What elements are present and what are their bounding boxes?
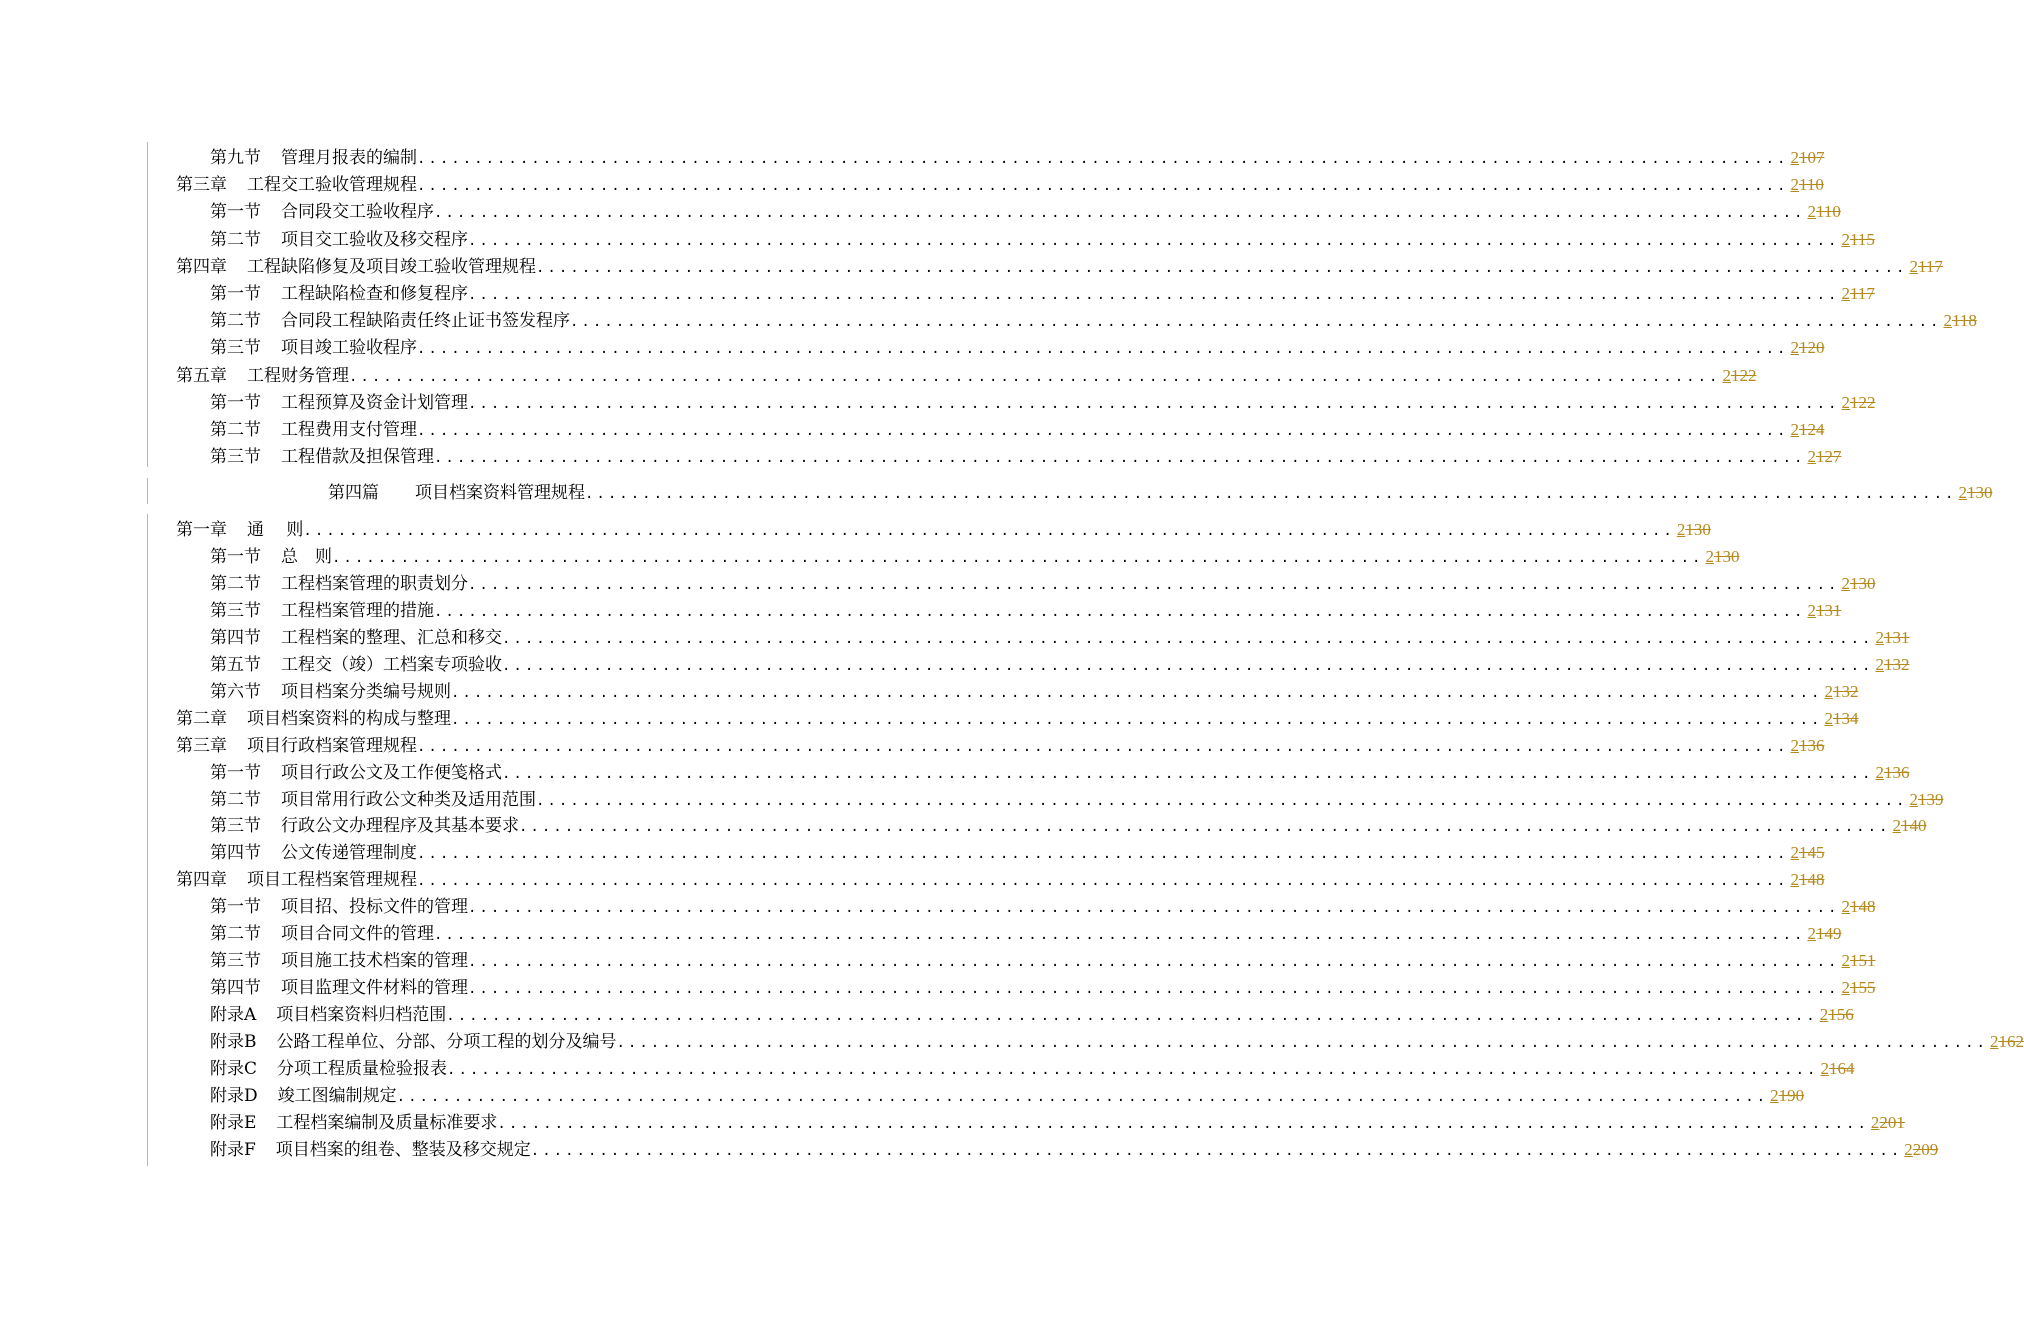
page-number-deleted: 164 (1828, 1059, 1855, 1078)
page-number-deleted: 130 (1685, 520, 1711, 539)
toc-entry-label: 第四节 (210, 978, 261, 998)
toc-leader-dots: ........................................................................................................................ (417, 423, 1789, 439)
toc-entry-label: 第三节 (210, 816, 261, 836)
page-number-inserted: 2 (1722, 366, 1731, 385)
toc-page-number (1875, 759, 1909, 786)
toc-page-number (1722, 362, 1756, 389)
toc-leader-dots: ........................................................................................................................ (468, 396, 1840, 412)
page-number-inserted: 2 (1958, 483, 1967, 502)
toc-section-entry[interactable] (210, 678, 1859, 705)
page-number-deleted: 107 (1798, 148, 1825, 167)
page-number-inserted: 2 (1790, 175, 1799, 194)
change-bar-bottom (147, 514, 148, 1166)
page-number-inserted: 2 (1790, 736, 1799, 755)
toc-page-number (1904, 1136, 1938, 1163)
page-number-deleted: 130 (1849, 574, 1876, 593)
page-number-inserted: 2 (1841, 230, 1850, 249)
toc-entry-label: 第四章 (176, 257, 227, 277)
toc-leader-dots: ........................................................................................................................ (434, 604, 1806, 620)
toc-entry-label: 第一节 (210, 284, 261, 304)
toc-leader-dots: ........................................................................................................................ (519, 819, 1891, 835)
toc-entry-title: 项目行政档案管理规程 (247, 736, 417, 756)
toc-page-number (1841, 570, 1875, 597)
toc-section-entry[interactable] (210, 416, 1825, 443)
page-number-deleted: 118 (1951, 311, 1977, 330)
page-number-deleted: 131 (1883, 628, 1910, 647)
page-number-deleted: 127 (1815, 447, 1842, 466)
toc-section-entry[interactable] (210, 443, 1842, 470)
toc-section-entry[interactable] (210, 1082, 1805, 1109)
toc-section-entry[interactable] (210, 307, 1977, 334)
page-number-deleted: 132 (1832, 682, 1859, 701)
toc-entry-title: 公路工程单位、分部、分项工程的划分及编号 (276, 1032, 617, 1052)
toc-entry-label: 第四节 (210, 628, 261, 648)
toc-leader-dots: ........................................................................................................................ (451, 712, 1823, 728)
toc-entry-label: 第二节 (210, 230, 261, 250)
toc-entry-label: 第五节 (210, 655, 261, 675)
toc-page-number (1841, 226, 1874, 253)
toc-section-entry[interactable] (210, 893, 1876, 920)
page-number-deleted: 190 (1778, 1086, 1805, 1105)
toc-entry-label: 第三节 (210, 447, 261, 467)
page-number-deleted: 140 (1900, 816, 1927, 835)
toc-page-number (1958, 479, 1992, 506)
toc-entry-title: 项目行政公文及工作便笺格式 (281, 763, 502, 783)
toc-entry-label: 第一节 (210, 202, 261, 222)
toc-section-entry[interactable] (210, 920, 1842, 947)
toc-leader-dots: ........................................................................................................................ (417, 873, 1789, 889)
toc-leader-dots: ........................................................................................................................ (468, 233, 1840, 249)
page-number-deleted: 132 (1883, 655, 1910, 674)
toc-page-number (1820, 1055, 1854, 1082)
page-number-inserted: 2 (1875, 763, 1884, 782)
page-number-deleted: 131 (1815, 601, 1842, 620)
change-bar-top (147, 142, 148, 467)
toc-page-number (1824, 678, 1858, 705)
toc-page-number (1807, 597, 1841, 624)
toc-entry-title: 工程缺陷检查和修复程序 (281, 284, 468, 304)
toc-chapter-entry[interactable] (176, 866, 1825, 893)
toc-section-entry[interactable] (210, 543, 1740, 570)
page-number-inserted: 2 (1770, 1086, 1779, 1105)
toc-entry-title: 项目招、投标文件的管理 (281, 897, 468, 917)
toc-page-number (1790, 334, 1824, 361)
page-number-inserted: 2 (1989, 1032, 1999, 1051)
page-number-inserted: 2 (1892, 816, 1901, 835)
page-number-deleted: 155 (1849, 978, 1876, 997)
toc-entry-label: 第一节 (210, 897, 261, 917)
page-number-inserted: 2 (1904, 1140, 1913, 1159)
toc-leader-dots: ........................................................................................................................ (502, 631, 1874, 647)
toc-leader-dots: ........................................................................................................................ (468, 577, 1840, 593)
toc-entry-label: 第二节 (210, 311, 261, 331)
toc-chapter-entry[interactable] (176, 171, 1824, 198)
toc-page-number (1875, 624, 1909, 651)
toc-entry-label: 第一节 (210, 547, 261, 567)
toc-section-entry[interactable] (210, 1028, 2024, 1055)
toc-section-entry[interactable] (210, 334, 1825, 361)
toc-entry-title: 工程预算及资金计划管理 (281, 393, 468, 413)
toc-leader-dots: ........................................................................................................................ (530, 1143, 1903, 1159)
page-number-deleted: 145 (1798, 843, 1825, 862)
toc-entry-title: 项目监理文件材料的管理 (281, 978, 468, 998)
toc-entry-label: 第二节 (210, 790, 261, 810)
toc-entry-label: 附录B (210, 1032, 257, 1052)
page-number-inserted: 2 (1790, 843, 1799, 862)
page-number-inserted: 2 (1841, 284, 1850, 303)
toc-entry-label: 附录C (210, 1059, 258, 1079)
page-number-inserted: 2 (1909, 790, 1918, 809)
page-number-deleted: 110 (1815, 202, 1841, 221)
toc-entry-title: 工程费用支付管理 (281, 420, 417, 440)
page-number-inserted: 2 (1820, 1059, 1829, 1078)
page-number-deleted: 149 (1815, 924, 1842, 943)
toc-entry-title: 工程档案的整理、汇总和移交 (281, 628, 502, 648)
toc-leader-dots: ........................................................................................................................ (434, 450, 1806, 466)
toc-page-number (1909, 253, 1942, 280)
toc-leader-dots: ........................................................................................................................ (451, 685, 1823, 701)
toc-entry-title: 工程借款及担保管理 (281, 447, 434, 467)
toc-part-heading[interactable] (328, 479, 1993, 506)
toc-entry-title: 竣工图编制规定 (277, 1086, 397, 1106)
toc-entry-title: 工程档案编制及质量标准要求 (276, 1113, 498, 1133)
page-number-deleted: 156 (1828, 1005, 1854, 1024)
toc-section-entry[interactable] (210, 786, 1944, 813)
toc-section-entry[interactable] (210, 1109, 1905, 1136)
page-number-deleted: 134 (1832, 709, 1859, 728)
page-number-inserted: 2 (1807, 924, 1816, 943)
toc-page-number (1841, 280, 1874, 307)
toc-entry-label: 第四节 (210, 843, 261, 863)
toc-entry-label: 第二节 (210, 924, 261, 944)
page-number-deleted: 201 (1879, 1113, 1905, 1132)
toc-page-number (1824, 705, 1858, 732)
toc-entry-title: 项目档案资料归档范围 (276, 1005, 447, 1025)
page-number-inserted: 2 (1841, 393, 1850, 412)
toc-section-entry[interactable] (210, 839, 1825, 866)
toc-entry-title: 项目档案分类编号规则 (281, 682, 451, 702)
page-number-inserted: 2 (1841, 897, 1850, 916)
toc-section-entry[interactable] (210, 226, 1875, 253)
toc-page-number (1909, 786, 1943, 813)
toc-entry-label: 第二节 (210, 574, 261, 594)
toc-leader-dots: ........................................................................................................................ (468, 287, 1840, 303)
page-number-inserted: 2 (1824, 709, 1833, 728)
toc-entry-title: 项目施工技术档案的管理 (281, 951, 468, 971)
page-number-deleted: 120 (1798, 338, 1825, 357)
toc-entry-label: 第三章 (176, 736, 227, 756)
toc-leader-dots: ........................................................................................................................ (349, 369, 1721, 385)
page-number-inserted: 2 (1807, 601, 1816, 620)
toc-leader-dots: ........................................................................................................................ (536, 260, 1908, 276)
toc-leader-dots: ........................................................................................................................ (396, 1089, 1769, 1105)
page-number-deleted: 110 (1798, 175, 1824, 194)
page-number-inserted: 2 (1790, 870, 1799, 889)
toc-section-entry[interactable] (210, 389, 1876, 416)
toc-entry-label: 附录A (210, 1005, 257, 1025)
page-number-inserted: 2 (1875, 628, 1884, 647)
toc-section-entry[interactable] (210, 812, 1927, 839)
toc-leader-dots: ........................................................................................................................ (502, 766, 1874, 782)
toc-page-number (1892, 812, 1926, 839)
toc-chapter-entry[interactable] (176, 516, 1711, 543)
page-number-inserted: 2 (1705, 547, 1714, 566)
toc-entry-label: 第三节 (210, 951, 261, 971)
toc-page-number (1871, 1109, 1905, 1136)
toc-chapter-entry[interactable] (176, 732, 1825, 759)
toc-section-entry[interactable] (210, 570, 1876, 597)
toc-section-entry[interactable] (210, 597, 1842, 624)
toc-leader-dots: ........................................................................................................................ (303, 523, 1675, 539)
page-number-inserted: 2 (1875, 655, 1884, 674)
toc-leader-dots: ........................................................................................................................ (434, 927, 1806, 943)
page-number-inserted: 2 (1807, 447, 1816, 466)
toc-section-entry[interactable] (210, 947, 1876, 974)
page-number-deleted: 209 (1912, 1140, 1939, 1159)
toc-entry-label: 附录F (210, 1140, 256, 1160)
toc-page-number (1807, 198, 1840, 225)
page-number-inserted: 2 (1841, 574, 1850, 593)
toc-page-number (1790, 839, 1824, 866)
page-number-deleted: 136 (1883, 763, 1910, 782)
toc-section-entry[interactable] (210, 624, 1910, 651)
page-number-inserted: 2 (1824, 682, 1833, 701)
toc-page-number (1841, 893, 1875, 920)
toc-entry-title: 工程交（竣）工档案专项验收 (281, 655, 502, 675)
page-number-inserted: 2 (1819, 1005, 1829, 1024)
page-number-deleted: 117 (1917, 257, 1943, 276)
toc-entry-title: 项目档案的组卷、整装及移交规定 (275, 1140, 531, 1160)
toc-section-entry[interactable] (210, 1055, 1855, 1082)
toc-section-entry[interactable] (210, 144, 1825, 171)
toc-leader-dots: ........................................................................................................................ (616, 1035, 1988, 1051)
page-number-deleted: 122 (1730, 366, 1757, 385)
toc-entry-label: 第二节 (210, 420, 261, 440)
toc-section-entry[interactable] (210, 759, 1910, 786)
toc-page-number (1790, 866, 1824, 893)
toc-entry-title: 项目档案资料的构成与整理 (247, 709, 451, 729)
toc-entry-title: 工程财务管理 (247, 366, 349, 386)
page-number-deleted: 124 (1798, 420, 1825, 439)
toc-entry-title: 项目合同文件的管理 (281, 924, 434, 944)
toc-leader-dots: ........................................................................................................................ (332, 550, 1704, 566)
toc-leader-dots: ........................................................................................................................ (417, 739, 1789, 755)
page-number-deleted: 151 (1849, 951, 1876, 970)
toc-entry-label: 第一节 (210, 393, 261, 413)
page-number-deleted: 148 (1849, 897, 1876, 916)
toc-entry-label: 附录D (210, 1086, 258, 1106)
page-number-inserted: 2 (1676, 520, 1686, 539)
toc-leader-dots: ........................................................................................................................ (468, 981, 1840, 997)
toc-page-number (1875, 651, 1909, 678)
toc-section-entry[interactable] (210, 198, 1841, 225)
toc-section-entry[interactable] (210, 1136, 1939, 1163)
toc-leader-dots: ........................................................................................................................ (570, 314, 1942, 330)
toc-entry-label: 第三节 (210, 601, 261, 621)
toc-entry-title: 分项工程质量检验报表 (277, 1059, 448, 1079)
page-number-deleted: 115 (1849, 230, 1875, 249)
toc-page-number (1841, 974, 1875, 1001)
toc-section-entry[interactable] (210, 280, 1875, 307)
toc-page-number (1790, 171, 1823, 198)
toc-leader-dots: ........................................................................................................................ (447, 1062, 1819, 1078)
toc-leader-dots: ........................................................................................................................ (468, 954, 1840, 970)
toc-chapter-entry[interactable] (176, 362, 1757, 389)
toc-entry-title: 工程缺陷修复及项目竣工验收管理规程 (247, 257, 536, 277)
page-number-deleted: 130 (1966, 483, 1993, 502)
page-number-deleted: 117 (1849, 284, 1875, 303)
toc-entry-title: 通 则 (247, 520, 304, 540)
toc-leader-dots: ........................................................................................................................ (434, 205, 1806, 221)
toc-entry-title: 工程档案管理的职责划分 (281, 574, 468, 594)
toc-leader-dots: ........................................................................................................................ (497, 1116, 1869, 1132)
page-number-deleted: 130 (1713, 547, 1740, 566)
change-bar-part (147, 478, 148, 504)
page-number-deleted: 136 (1798, 736, 1825, 755)
toc-page-number (1790, 416, 1824, 443)
toc-page-number (1790, 732, 1824, 759)
toc-section-entry[interactable] (210, 974, 1876, 1001)
toc-page-number (1677, 516, 1711, 543)
toc-entry-title: 合同段交工验收程序 (281, 202, 434, 222)
toc-entry-label: 第九节 (210, 148, 261, 168)
toc-page-number (1807, 443, 1841, 470)
toc-entry-title: 公文传递管理制度 (281, 843, 417, 863)
toc-entry-title: 项目竣工验收程序 (281, 338, 417, 358)
toc-entry-label: 第四篇 (328, 483, 379, 503)
toc-entry-title: 项目交工验收及移交程序 (281, 230, 468, 250)
toc-entry-title: 工程交工验收管理规程 (247, 175, 417, 195)
toc-entry-title: 总 则 (281, 547, 332, 567)
toc-page-number (1943, 307, 1976, 334)
page-number-inserted: 2 (1790, 338, 1799, 357)
toc-entry-label: 第四章 (176, 870, 227, 890)
toc-entry-title: 行政公文办理程序及其基本要求 (281, 816, 519, 836)
toc-entry-title: 合同段工程缺陷责任终止证书签发程序 (281, 311, 570, 331)
page-number-inserted: 2 (1909, 257, 1918, 276)
page-number-deleted: 139 (1917, 790, 1944, 809)
toc-leader-dots: ........................................................................................................................ (446, 1008, 1818, 1024)
toc-page-number (1790, 144, 1824, 171)
toc-leader-dots: ........................................................................................................................ (417, 341, 1789, 357)
page-number-deleted: 122 (1849, 393, 1876, 412)
page-number-deleted: 148 (1798, 870, 1825, 889)
toc-entry-label: 第一节 (210, 763, 261, 783)
toc-page-number (1841, 389, 1875, 416)
toc-chapter-entry[interactable] (176, 253, 1943, 280)
toc-entry-label: 第一章 (176, 520, 227, 540)
toc-entry-label: 第三节 (210, 338, 261, 358)
page-number-inserted: 2 (1943, 311, 1952, 330)
toc-page-number (1807, 920, 1841, 947)
page-number-deleted: 162 (1998, 1032, 2024, 1051)
toc-page-number (1705, 543, 1739, 570)
toc-entry-label: 第二章 (176, 709, 227, 729)
toc-leader-dots: ........................................................................................................................ (585, 486, 1957, 502)
toc-entry-title: 项目档案资料管理规程 (415, 483, 585, 503)
page-number-inserted: 2 (1841, 951, 1850, 970)
toc-leader-dots: ........................................................................................................................ (468, 900, 1840, 916)
page-number-inserted: 2 (1841, 978, 1850, 997)
toc-entry-title: 项目工程档案管理规程 (247, 870, 417, 890)
toc-leader-dots: ........................................................................................................................ (417, 846, 1789, 862)
page-number-inserted: 2 (1790, 148, 1799, 167)
toc-entry-label: 第五章 (176, 366, 227, 386)
toc-page-number (1820, 1001, 1854, 1028)
toc-section-entry[interactable] (210, 651, 1910, 678)
toc-entry-title: 管理月报表的编制 (281, 148, 417, 168)
toc-entry-label: 第六节 (210, 682, 261, 702)
toc-page-number (1841, 947, 1875, 974)
toc-entry-label: 第三章 (176, 175, 227, 195)
page-number-inserted: 2 (1870, 1113, 1880, 1132)
toc-entry-title: 项目常用行政公文种类及适用范围 (281, 790, 536, 810)
toc-chapter-entry[interactable] (176, 705, 1859, 732)
page-number-inserted: 2 (1790, 420, 1799, 439)
toc-page-number (1990, 1028, 2024, 1055)
toc-entry-title: 工程档案管理的措施 (281, 601, 434, 621)
toc-section-entry[interactable] (210, 1001, 1854, 1028)
toc-leader-dots: ........................................................................................................................ (536, 793, 1908, 809)
toc-leader-dots: ........................................................................................................................ (417, 151, 1789, 167)
toc-page-number (1770, 1082, 1804, 1109)
page-number-inserted: 2 (1807, 202, 1816, 221)
toc-entry-label: 附录E (210, 1113, 257, 1133)
toc-leader-dots: ........................................................................................................................ (417, 178, 1789, 194)
toc-leader-dots: ........................................................................................................................ (502, 658, 1874, 674)
